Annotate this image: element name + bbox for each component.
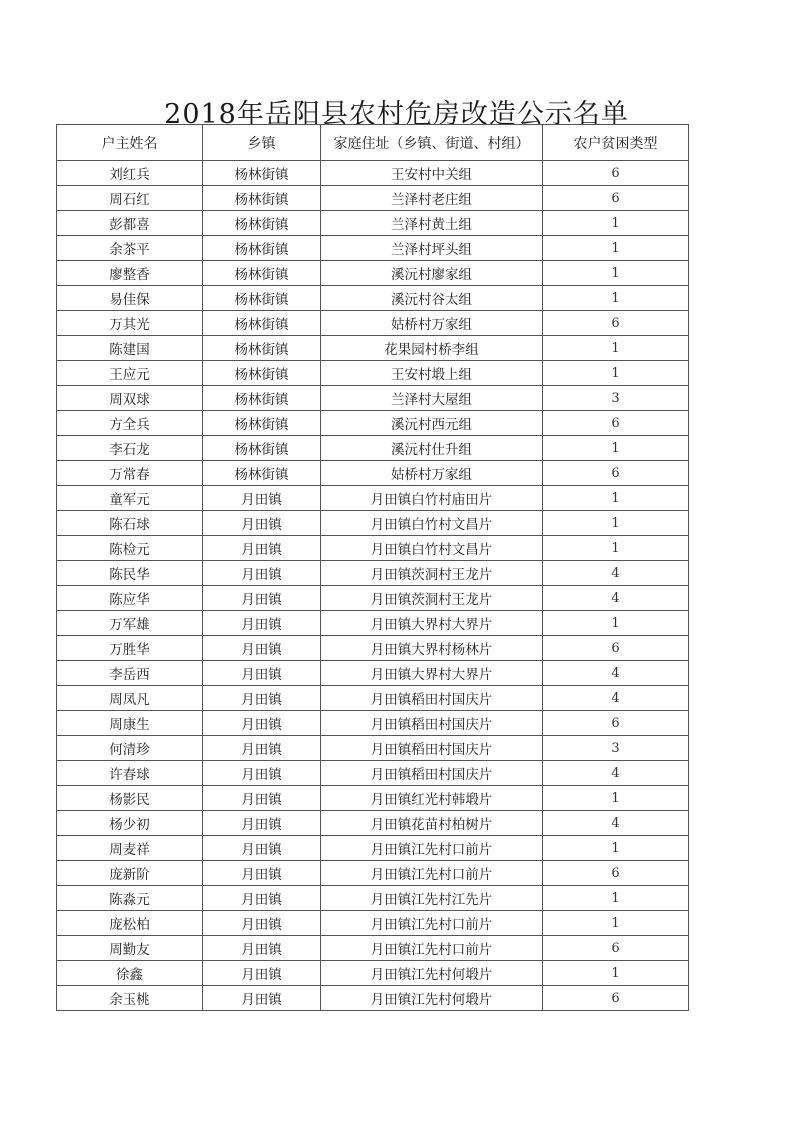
cell-poverty-type: 1	[543, 911, 689, 936]
table-row	[57, 686, 689, 711]
cell-home-address: 月田镇大界村杨林片	[321, 636, 543, 661]
cell-householder-name: 杨影民	[57, 786, 203, 811]
header-householder-name: 户主姓名	[57, 125, 203, 161]
table-row	[57, 211, 689, 236]
cell-township: 月田镇	[203, 486, 321, 511]
cell-township: 杨林街镇	[203, 186, 321, 211]
cell-township: 月田镇	[203, 686, 321, 711]
document-title: 2018年岳阳县农村危房改造公示名单	[164, 99, 629, 130]
cell-home-address: 月田镇江先村口前片	[321, 861, 543, 886]
cell-householder-name: 童军元	[57, 486, 203, 511]
cell-township: 月田镇	[203, 911, 321, 936]
cell-householder-name: 陈民华	[57, 561, 203, 586]
cell-poverty-type: 4	[543, 586, 689, 611]
cell-poverty-type: 1	[543, 536, 689, 561]
cell-poverty-type: 6	[543, 461, 689, 486]
cell-home-address: 溪沅村廖家组	[321, 261, 543, 286]
cell-home-address: 姑桥村万家组	[321, 311, 543, 336]
cell-home-address: 花果园村桥李组	[321, 336, 543, 361]
cell-home-address: 姑桥村万家组	[321, 461, 543, 486]
cell-home-address: 溪沅村仕升组	[321, 436, 543, 461]
cell-householder-name: 何清珍	[57, 736, 203, 761]
header-home-address: 家庭住址（乡镇、街道、村组）	[321, 125, 543, 161]
cell-home-address: 月田镇茨洞村王龙片	[321, 561, 543, 586]
table-row	[57, 911, 689, 936]
cell-township: 杨林街镇	[203, 436, 321, 461]
cell-home-address: 月田镇稻田村国庆片	[321, 686, 543, 711]
cell-householder-name: 万常春	[57, 461, 203, 486]
cell-home-address: 月田镇白竹村文昌片	[321, 536, 543, 561]
cell-poverty-type: 1	[543, 511, 689, 536]
cell-home-address: 兰泽村黄土组	[321, 211, 543, 236]
cell-home-address: 王安村塅上组	[321, 361, 543, 386]
cell-township: 月田镇	[203, 936, 321, 961]
table-row	[57, 861, 689, 886]
cell-township: 月田镇	[203, 836, 321, 861]
cell-householder-name: 陈检元	[57, 536, 203, 561]
cell-poverty-type: 6	[543, 711, 689, 736]
cell-householder-name: 方全兵	[57, 411, 203, 436]
table-row	[57, 236, 689, 261]
cell-home-address: 月田镇大界村大界片	[321, 611, 543, 636]
table-header-row	[57, 125, 689, 161]
cell-township: 月田镇	[203, 536, 321, 561]
table-row	[57, 411, 689, 436]
table-row	[57, 586, 689, 611]
cell-home-address: 月田镇稻田村国庆片	[321, 736, 543, 761]
cell-poverty-type: 6	[543, 311, 689, 336]
cell-home-address: 月田镇白竹村文昌片	[321, 511, 543, 536]
cell-poverty-type: 6	[543, 411, 689, 436]
cell-poverty-type: 6	[543, 986, 689, 1011]
cell-home-address: 月田镇江先村江先片	[321, 886, 543, 911]
cell-poverty-type: 1	[543, 436, 689, 461]
cell-householder-name: 周凤凡	[57, 686, 203, 711]
cell-poverty-type: 1	[543, 786, 689, 811]
cell-householder-name: 刘红兵	[57, 161, 203, 186]
cell-home-address: 月田镇白竹村庙田片	[321, 486, 543, 511]
cell-township: 月田镇	[203, 986, 321, 1011]
cell-householder-name: 易佳保	[57, 286, 203, 311]
cell-township: 杨林街镇	[203, 311, 321, 336]
cell-home-address: 溪沅村西元组	[321, 411, 543, 436]
cell-home-address: 王安村中关组	[321, 161, 543, 186]
cell-householder-name: 庞新阶	[57, 861, 203, 886]
cell-township: 杨林街镇	[203, 161, 321, 186]
cell-home-address: 月田镇江先村口前片	[321, 936, 543, 961]
header-township: 乡镇	[203, 125, 321, 161]
table-row	[57, 936, 689, 961]
cell-township: 月田镇	[203, 961, 321, 986]
cell-householder-name: 李岳西	[57, 661, 203, 686]
table-row	[57, 986, 689, 1011]
table-row	[57, 761, 689, 786]
cell-township: 月田镇	[203, 511, 321, 536]
cell-home-address: 月田镇茨洞村王龙片	[321, 586, 543, 611]
cell-poverty-type: 1	[543, 261, 689, 286]
table-row	[57, 486, 689, 511]
table-body	[57, 161, 689, 1011]
cell-home-address: 月田镇江先村何塅片	[321, 961, 543, 986]
table-row	[57, 811, 689, 836]
table-row	[57, 661, 689, 686]
cell-householder-name: 徐鑫	[57, 961, 203, 986]
cell-poverty-type: 6	[543, 186, 689, 211]
cell-poverty-type: 4	[543, 661, 689, 686]
table-row	[57, 286, 689, 311]
table-row	[57, 711, 689, 736]
cell-poverty-type: 1	[543, 886, 689, 911]
cell-poverty-type: 1	[543, 611, 689, 636]
table-row	[57, 386, 689, 411]
cell-poverty-type: 3	[543, 386, 689, 411]
cell-township: 月田镇	[203, 861, 321, 886]
cell-township: 杨林街镇	[203, 211, 321, 236]
table-row	[57, 511, 689, 536]
cell-home-address: 月田镇红光村韩塅片	[321, 786, 543, 811]
cell-poverty-type: 4	[543, 811, 689, 836]
cell-poverty-type: 1	[543, 236, 689, 261]
cell-householder-name: 陈建国	[57, 336, 203, 361]
table-row	[57, 636, 689, 661]
cell-poverty-type: 1	[543, 211, 689, 236]
cell-township: 月田镇	[203, 886, 321, 911]
cell-home-address: 月田镇江先村口前片	[321, 911, 543, 936]
cell-householder-name: 周双球	[57, 386, 203, 411]
table-row	[57, 161, 689, 186]
cell-home-address: 月田镇稻田村国庆片	[321, 711, 543, 736]
cell-poverty-type: 1	[543, 961, 689, 986]
cell-poverty-type: 1	[543, 286, 689, 311]
table-row	[57, 886, 689, 911]
table-row	[57, 186, 689, 211]
cell-householder-name: 周勤友	[57, 936, 203, 961]
table-row	[57, 736, 689, 761]
cell-home-address: 溪沅村谷太组	[321, 286, 543, 311]
cell-township: 月田镇	[203, 761, 321, 786]
table-row	[57, 461, 689, 486]
cell-township: 月田镇	[203, 811, 321, 836]
cell-township: 月田镇	[203, 711, 321, 736]
cell-township: 杨林街镇	[203, 461, 321, 486]
cell-poverty-type: 6	[543, 861, 689, 886]
cell-poverty-type: 4	[543, 561, 689, 586]
cell-home-address: 月田镇稻田村国庆片	[321, 761, 543, 786]
cell-householder-name: 廖整香	[57, 261, 203, 286]
cell-home-address: 月田镇大界村大界片	[321, 661, 543, 686]
cell-poverty-type: 6	[543, 636, 689, 661]
housing-list-table-container	[56, 124, 688, 1011]
cell-poverty-type: 6	[543, 161, 689, 186]
cell-householder-name: 王应元	[57, 361, 203, 386]
cell-poverty-type: 6	[543, 936, 689, 961]
cell-home-address: 月田镇江先村口前片	[321, 836, 543, 861]
cell-householder-name: 余玉桃	[57, 986, 203, 1011]
table-row	[57, 611, 689, 636]
cell-householder-name: 彭都喜	[57, 211, 203, 236]
cell-householder-name: 陈淼元	[57, 886, 203, 911]
table-row	[57, 961, 689, 986]
cell-poverty-type: 3	[543, 736, 689, 761]
cell-township: 月田镇	[203, 586, 321, 611]
cell-poverty-type: 4	[543, 761, 689, 786]
table-row	[57, 261, 689, 286]
table-row	[57, 336, 689, 361]
housing-list-table	[56, 124, 689, 1011]
header-poverty-type: 农户贫困类型	[543, 125, 689, 161]
cell-householder-name: 杨少初	[57, 811, 203, 836]
cell-householder-name: 陈应华	[57, 586, 203, 611]
cell-householder-name: 周石红	[57, 186, 203, 211]
cell-home-address: 兰泽村大屋组	[321, 386, 543, 411]
cell-poverty-type: 1	[543, 836, 689, 861]
cell-householder-name: 万胜华	[57, 636, 203, 661]
cell-householder-name: 庞松柏	[57, 911, 203, 936]
cell-householder-name: 周康生	[57, 711, 203, 736]
cell-home-address: 月田镇花苗村柏树片	[321, 811, 543, 836]
cell-householder-name: 万军雄	[57, 611, 203, 636]
cell-poverty-type: 1	[543, 361, 689, 386]
table-row	[57, 536, 689, 561]
cell-township: 月田镇	[203, 736, 321, 761]
cell-householder-name: 许春球	[57, 761, 203, 786]
cell-home-address: 兰泽村老庄组	[321, 186, 543, 211]
cell-township: 月田镇	[203, 561, 321, 586]
cell-poverty-type: 4	[543, 686, 689, 711]
cell-township: 杨林街镇	[203, 286, 321, 311]
cell-home-address: 兰泽村坪头组	[321, 236, 543, 261]
table-row	[57, 311, 689, 336]
table-row	[57, 786, 689, 811]
table-row	[57, 436, 689, 461]
cell-township: 杨林街镇	[203, 386, 321, 411]
cell-township: 杨林街镇	[203, 336, 321, 361]
cell-township: 月田镇	[203, 786, 321, 811]
table-row	[57, 361, 689, 386]
cell-householder-name: 周麦祥	[57, 836, 203, 861]
cell-township: 月田镇	[203, 661, 321, 686]
cell-householder-name: 李石龙	[57, 436, 203, 461]
cell-householder-name: 万其光	[57, 311, 203, 336]
cell-township: 杨林街镇	[203, 261, 321, 286]
cell-township: 杨林街镇	[203, 236, 321, 261]
cell-poverty-type: 1	[543, 336, 689, 361]
table-row	[57, 561, 689, 586]
cell-township: 杨林街镇	[203, 361, 321, 386]
cell-poverty-type: 1	[543, 486, 689, 511]
cell-home-address: 月田镇江先村何塅片	[321, 986, 543, 1011]
cell-township: 杨林街镇	[203, 411, 321, 436]
table-row	[57, 836, 689, 861]
cell-householder-name: 陈石球	[57, 511, 203, 536]
cell-township: 月田镇	[203, 636, 321, 661]
cell-householder-name: 余茶平	[57, 236, 203, 261]
cell-township: 月田镇	[203, 611, 321, 636]
